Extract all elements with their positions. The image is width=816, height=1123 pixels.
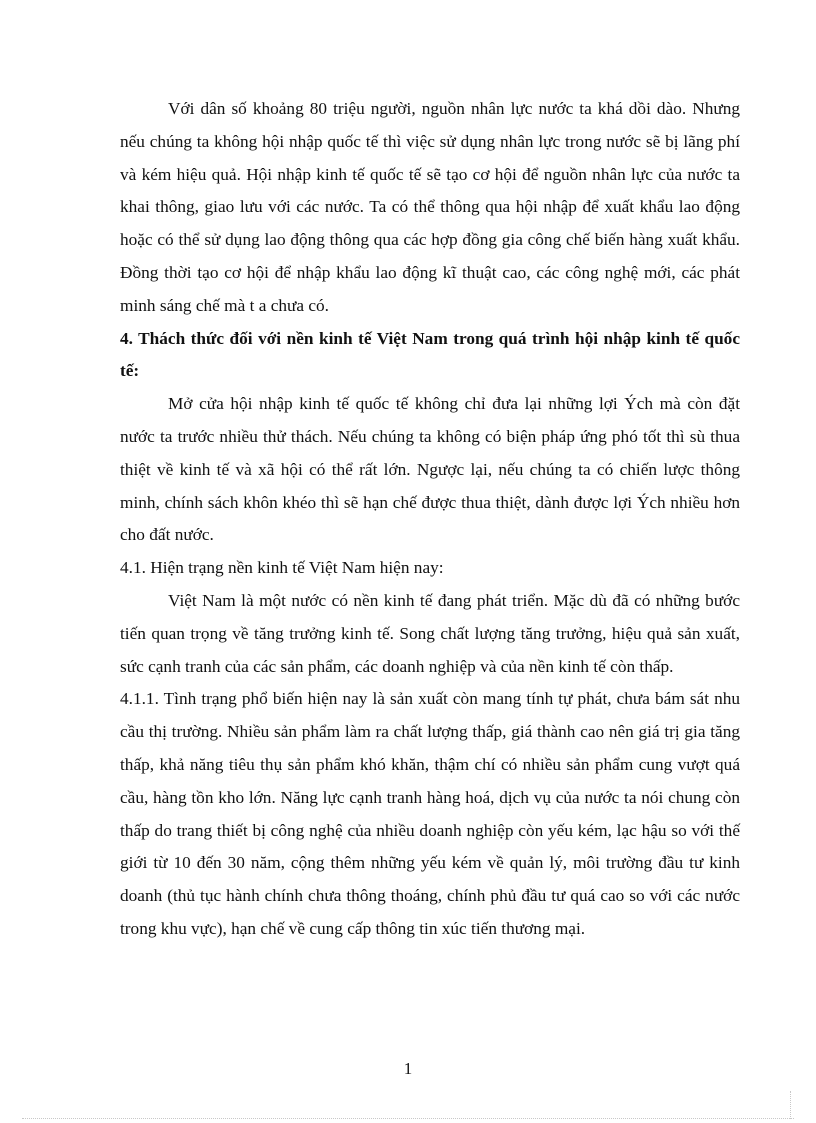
paragraph-economy-status: Việt Nam là một nước có nền kinh tế đang phát triển. Mặc dù đã có những bước tiến quan trọng về tăng trưởng kinh tế. Song chất lượng tăng trưởng, hiệu quả sản xuất, sức cạnh tranh của các sản phẩm, các doanh nghiệp và của nền kinh tế còn thấp. [120, 590, 740, 676]
page-border-right [790, 1091, 792, 1119]
paragraph-human-resources: Với dân số khoảng 80 triệu người, nguồn nhân lực nước ta khá dồi dào. Nhưng nếu chúng ta không hội nhập quốc tế thì việc sử dụng nhân lực trong nước sẽ bị lãng phí và kém hiệu quả. Hội nhập kinh tế quốc tế sẽ tạo cơ hội để nguồn nhân lực của nước ta khai thông, giao lưu với các nước. Ta có thể thông qua hội nhập để xuất khẩu lao động hoặc có thể sử dụng lao động thông qua các hợp đồng gia công chế biến hàng xuất khẩu. Đồng thời tạo cơ hội để nhập khẩu lao động kĩ thuật cao, các công nghệ mới, các phát minh sáng chế mà t a chưa có. [120, 99, 740, 315]
document-body [120, 93, 740, 946]
subsection-heading-4-1: 4.1. Hiện trạng nền kinh tế Việt Nam hiện nay: [120, 558, 444, 578]
paragraph-4-1-1: 4.1.1. Tình trạng phổ biến hiện nay là sản xuất còn mang tính tự phát, chưa bám sát nhu cầu thị trường. Nhiều sản phẩm làm ra chất lượng thấp, giá thành cao nên giá trị gia tăng thấp, khả năng tiêu thụ sản phẩm khó khăn, thậm chí có nhiều sản phẩm cung vượt quá cầu, hàng tồn kho lớn. Năng lực cạnh tranh hàng hoá, dịch vụ của nước ta nói chung còn thấp do trang thiết bị công nghệ của nhiều doanh nghiệp còn yếu kém, lạc hậu so với thế giới từ 10 đến 30 năm, cộng thêm những yếu kém về quản lý, môi trường đầu tư kinh doanh (thủ tục hành chính chưa thông thoáng, chính phủ đầu tư quá cao so với các nước trong khu vực), hạn chế về cung cấp thông tin xúc tiến thương mại. [120, 689, 740, 938]
page-border-bottom [22, 1118, 794, 1119]
page-number: 1 [403, 1059, 413, 1078]
paragraph-challenges: Mở cửa hội nhập kinh tế quốc tế không chỉ đưa lại những lợi Ých mà còn đặt nước ta trước nhiều thử thách. Nếu chúng ta không có biện pháp ứng phó tốt thì sù thua thiệt về kinh tế và xã hội có thể rất lớn. Ngược lại, nếu chúng ta có chiến lược thông minh, chính sách khôn khéo thì sẽ hạn chế được thua thiệt, dành được lợi Ých nhiều hơn cho đất nước. [120, 394, 740, 545]
section-heading-4: 4. Thách thức đối với nền kinh tế Việt Nam trong quá trình hội nhập kinh tế quốc tế: [120, 328, 740, 381]
